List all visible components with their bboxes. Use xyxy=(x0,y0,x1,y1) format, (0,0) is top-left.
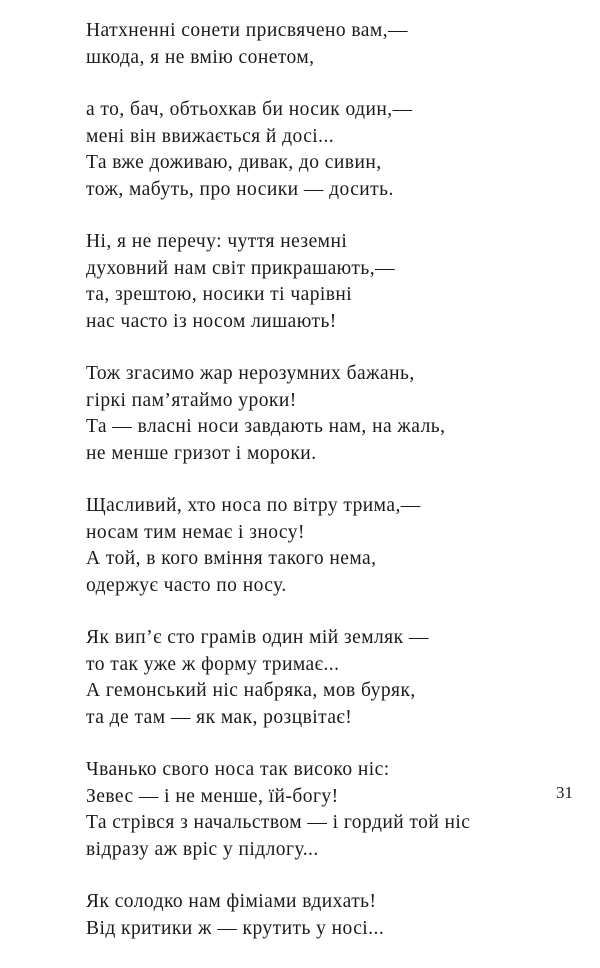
poem-line: нас часто із носом лишають! xyxy=(86,310,337,332)
poem-line: Тож згасимо жар нерозумних бажань, xyxy=(86,363,415,384)
poem-line: Щасливий, хто носа по вітру трима,— xyxy=(86,495,421,516)
poem-line: Ні, я не перечу: чуття неземні xyxy=(86,231,348,252)
poem-line: Та — власні носи завдають нам, на жаль, xyxy=(86,416,446,437)
poem-line: то так уже ж форму тримає... xyxy=(86,653,340,675)
poem-line: А гемонський ніс набряка, мов буряк, xyxy=(86,680,416,701)
poem-line: Натхненні сонети присвячено вам,— xyxy=(86,20,408,41)
poem-line: шкода, я не вмію сонетом, xyxy=(86,46,315,68)
poem-line: а то, бач, обтьохкав би носик один,— xyxy=(86,99,413,120)
poem-line: Зевес — і не менше, їй-богу! xyxy=(86,785,339,807)
poem-line: Від критики ж — крутить у носі... xyxy=(86,917,385,939)
poem-line: та, зрештою, носики ті чарівні xyxy=(86,284,353,305)
poem-line: тож, мабуть, про носики — досить. xyxy=(86,178,394,200)
poem-line: мені він ввижається й досі... xyxy=(86,125,335,147)
stanza xyxy=(86,757,566,863)
poem-line: та де там — як мак, розцвітає! xyxy=(86,706,353,728)
stanza xyxy=(86,97,566,203)
poem-line: Як вип’є сто грамів один мій земляк — xyxy=(86,627,429,648)
poem-line: гіркі пам’ятаймо уроки! xyxy=(86,389,297,411)
stanza xyxy=(86,361,566,467)
stanza xyxy=(86,18,566,71)
stanza xyxy=(86,889,566,942)
poem-line: Та стрівся з начальством — і гордий той ніс xyxy=(86,812,471,833)
poem-line: не менше гризот і мороки. xyxy=(86,442,317,464)
stanza xyxy=(86,493,566,599)
poem-line: Чванько свого носа так високо ніс: xyxy=(86,759,390,780)
poem-line: духовний нам світ прикрашають,— xyxy=(86,257,396,279)
poem-line: відразу аж вріс у підлогу... xyxy=(86,838,319,860)
stanza xyxy=(86,625,566,731)
poem-line: А той, в кого вміння такого нема, xyxy=(86,548,377,569)
page-number: 31 xyxy=(556,783,573,802)
poem-line: Як солодко нам фіміами вдихать! xyxy=(86,891,377,912)
poem-line: Та вже доживаю, дивак, до сивин, xyxy=(86,152,382,173)
poem-line: одержує часто по носу. xyxy=(86,574,287,596)
stanza xyxy=(86,229,566,335)
poem xyxy=(86,18,566,968)
poem-line: носам тим немає і зносу! xyxy=(86,521,305,543)
